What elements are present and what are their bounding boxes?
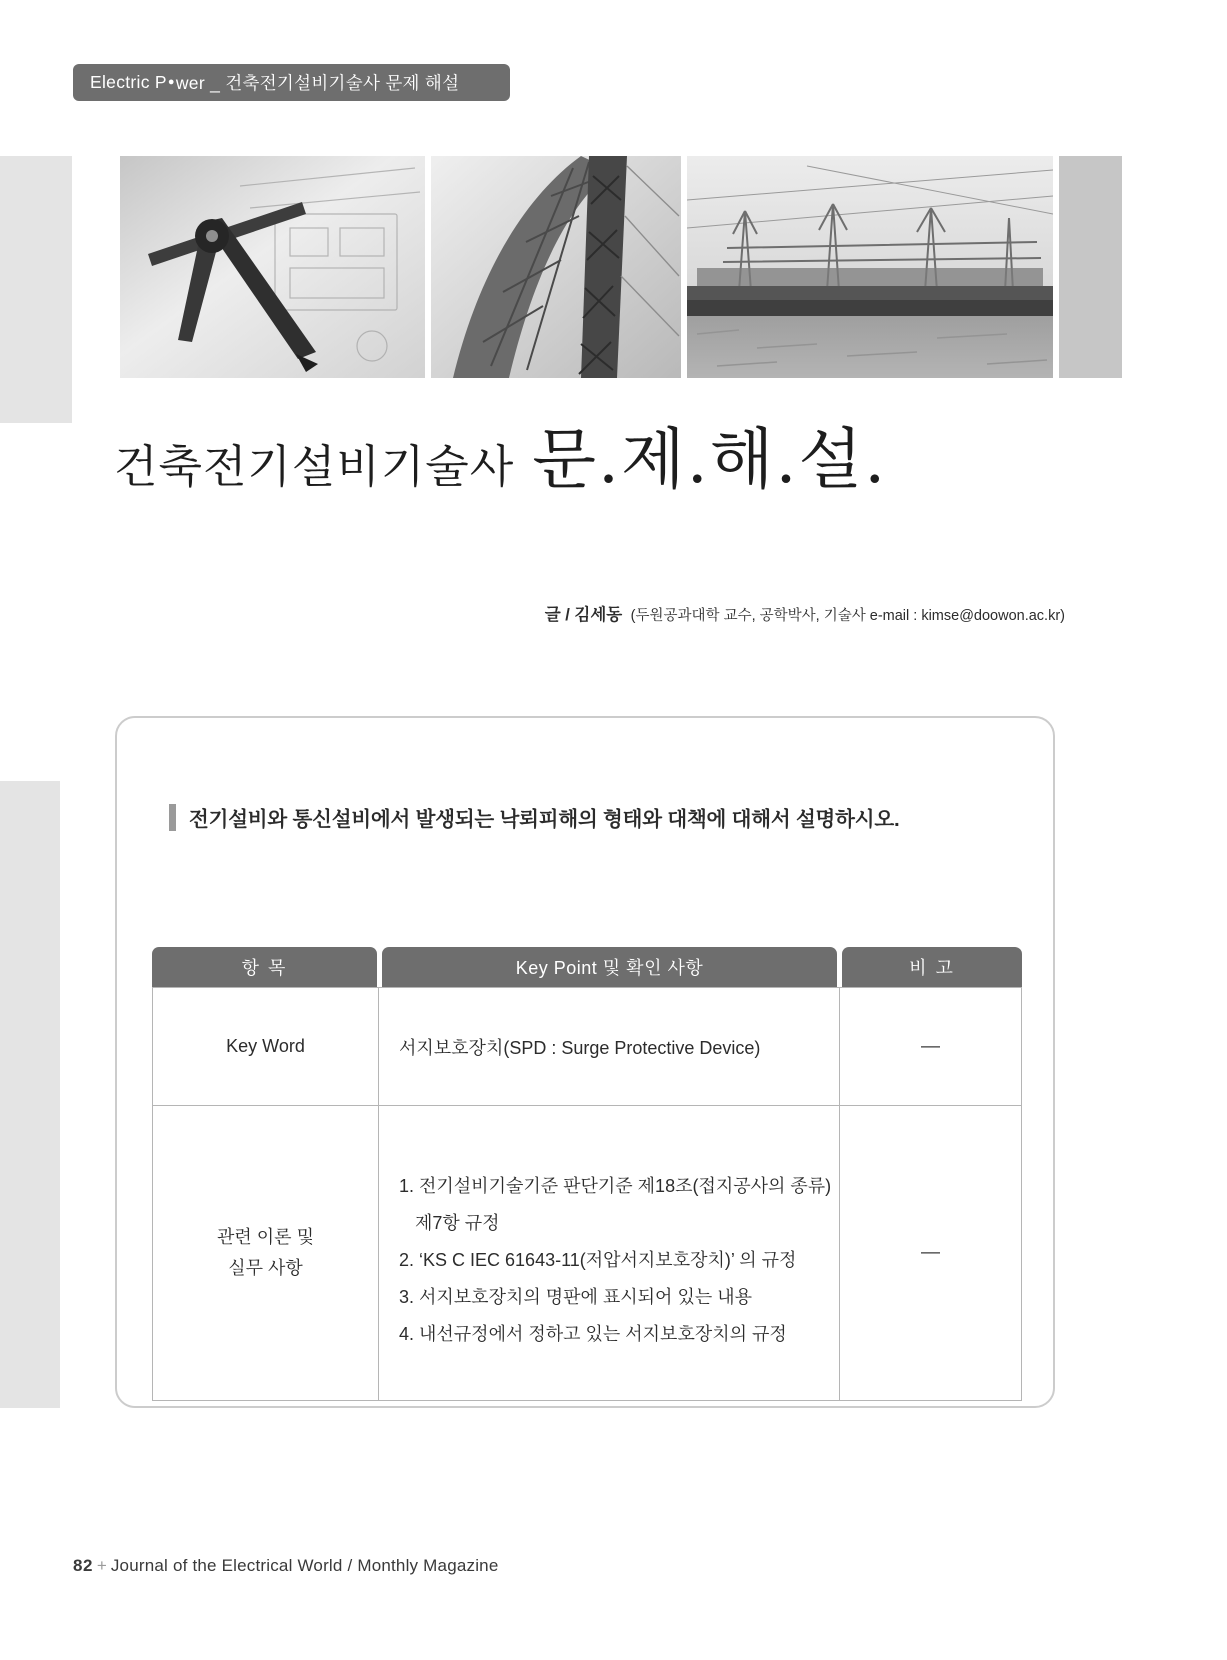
page-title xyxy=(114,406,887,501)
qa-table xyxy=(152,947,1022,1401)
qa-table-header-row xyxy=(152,947,1022,987)
page-footer xyxy=(73,1556,499,1576)
left-gray-bar-middle xyxy=(0,781,60,1408)
badge-text-prefix: Electric P xyxy=(90,72,167,92)
left-gray-bar-top xyxy=(0,156,72,423)
table-row-theory xyxy=(153,1106,1021,1400)
question-text: 전기설비와 통신설비에서 발생되는 낙뢰피해의 형태와 대책에 대해서 설명하시오. xyxy=(189,808,900,831)
photo-drafting-compass xyxy=(120,156,425,378)
question-box xyxy=(115,716,1055,1408)
keypoint-line-1b: 제7항 규정 xyxy=(415,1212,500,1233)
badge-text-suffix: wer _ 건축전기설비기술사 문제 해설 xyxy=(175,73,460,93)
byline xyxy=(545,601,1065,625)
cell-keypoint-theory xyxy=(379,1106,840,1400)
keypoint-line-3: 3. 서지보호장치의 명판에 표시되어 있는 내용 xyxy=(399,1286,752,1307)
header-badge xyxy=(73,64,510,101)
qa-table-body xyxy=(152,987,1022,1401)
photo-substation xyxy=(687,156,1053,378)
byline-affiliation: (두원공과대학 교수, 공학박사, 기술사 e-mail : kimse@doowon.ac.kr) xyxy=(630,608,1065,624)
cell-item-keyword: Key Word xyxy=(153,988,379,1105)
keypoint-line-2: 2. ‘KS C IEC 61643-11(저압서지보호장치)’ 의 규정 xyxy=(399,1249,797,1270)
qa-table-header-keypoint: Key Point 및 확인 사항 xyxy=(382,947,837,987)
cell-note-dash: — xyxy=(921,1035,940,1057)
footer-journal-name: Journal of the Electrical World / Monthly Magazine xyxy=(110,1556,499,1575)
badge-dot-icon: ● xyxy=(167,76,175,88)
qa-table-header-item: 항 목 xyxy=(152,947,377,987)
photo-steel-tower xyxy=(431,156,681,378)
right-gray-bar-top xyxy=(1059,156,1122,378)
keypoint-line-1: 1. 전기설비기술기준 판단기준 제18조(접지공사의 종류) xyxy=(399,1175,832,1196)
page-title-small: 건축전기설비기술사 xyxy=(114,440,515,493)
keypoint-line-4: 4. 내선규정에서 정하고 있는 서지보호장치의 규정 xyxy=(399,1323,787,1344)
question-marker-bar xyxy=(169,804,176,831)
footer-plus-separator: + xyxy=(96,1556,107,1575)
cell-item-theory-line1: 관련 이론 및 xyxy=(217,1227,314,1247)
cell-note-dash-2: — xyxy=(921,1242,940,1263)
byline-author: 글 / 김세동 xyxy=(544,606,623,624)
cell-keypoint-keyword: 서지보호장치(SPD : Surge Protective Device) xyxy=(379,988,840,1105)
cell-item-theory xyxy=(153,1106,379,1400)
question-row xyxy=(169,802,899,832)
table-row-keyword xyxy=(153,988,1021,1106)
cell-item-theory-line2: 실무 사항 xyxy=(228,1258,303,1278)
footer-page-number: 82 xyxy=(73,1556,93,1575)
page-title-large: 문.제.해.설. xyxy=(532,421,888,498)
qa-table-header-note: 비 고 xyxy=(842,947,1022,987)
